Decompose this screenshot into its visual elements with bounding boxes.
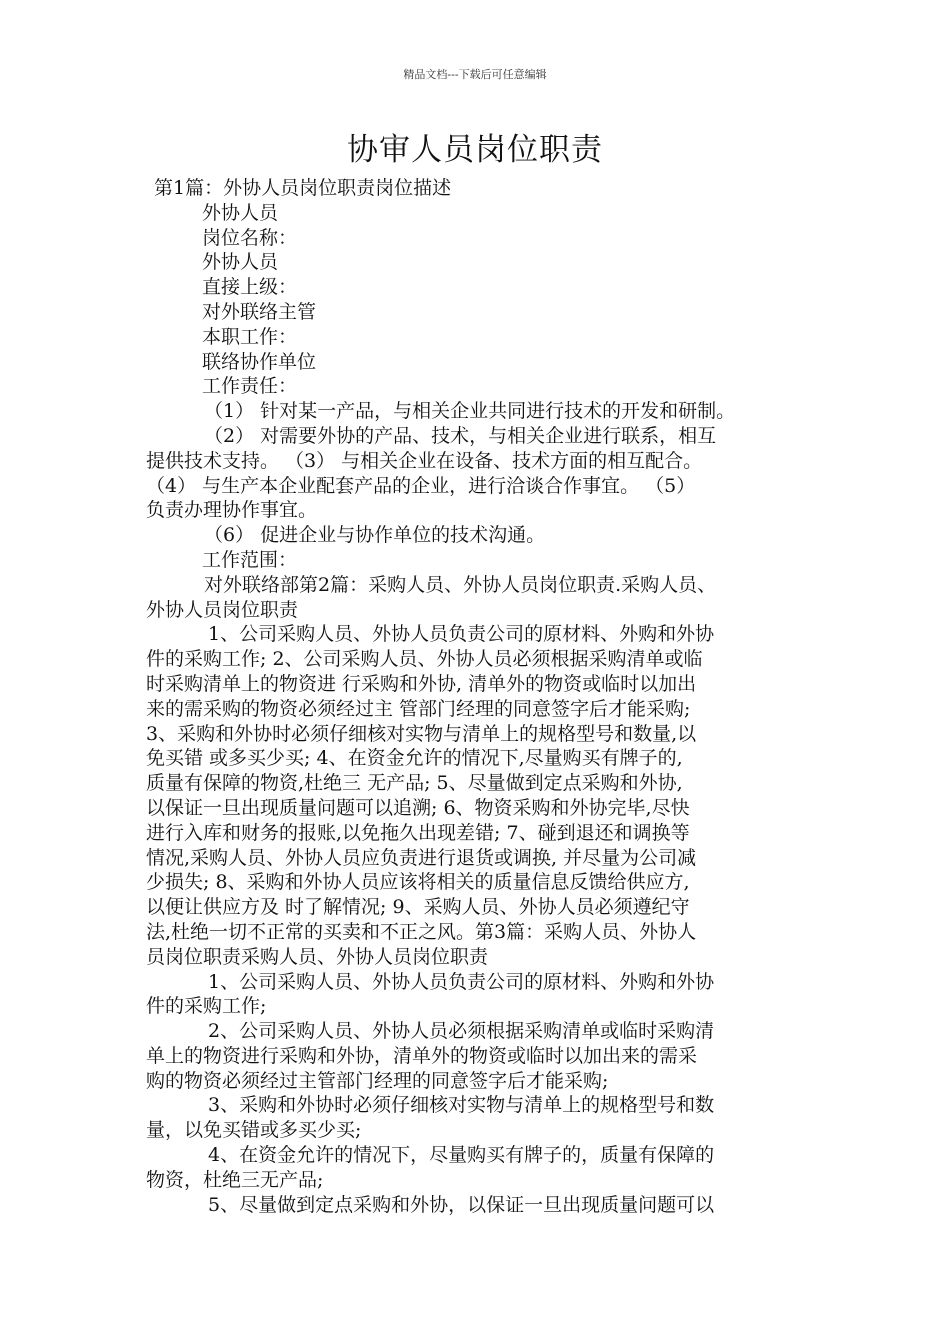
text-line: 5、尽量做到定点采购和外协，以保证一旦出现质量问题可以: [208, 1193, 715, 1216]
text-line: 购的物资必须经过主管部门经理的同意签字后才能采购;: [146, 1069, 609, 1092]
text-line: 3、采购和外协时必须仔细核对实物与清单上的规格型号和数: [208, 1094, 715, 1117]
text-line: （6） 促进企业与协作单位的技术沟通。: [204, 524, 546, 547]
section-heading: 对外联络部第2篇：采购人员、外协人员岗位职责.采购人员、: [204, 573, 717, 596]
document-body: [146, 176, 810, 1217]
section-heading: 员岗位职责采购人员、外协人员岗位职责: [146, 945, 489, 968]
text-line: 质量有保障的物资,杜绝三 无产品; 5、尽量做到定点采购和外协,: [146, 772, 683, 795]
text-line: 量，以免买错或多买少买;: [146, 1119, 362, 1142]
text-line: 工作责任：: [202, 375, 298, 398]
text-line: （1） 针对某一产品，与相关企业共同进行技术的开发和研制。: [204, 400, 736, 423]
text-line: 1、公司采购人员、外协人员负责公司的原材料、外购和外协: [208, 970, 715, 993]
text-line: 2、公司采购人员、外协人员必须根据采购清单或临时采购清: [208, 1020, 715, 1043]
text-line: 情况,采购人员、外协人员应负责进行退货或调换, 并尽量为公司减: [146, 846, 697, 869]
text-line: 4、在资金允许的情况下，尽量购买有牌子的，质量有保障的: [208, 1144, 715, 1167]
text-line: 法,杜绝一切不正常的买卖和不正之风。第3篇：采购人员、外协人: [146, 920, 697, 943]
text-line: 联络协作单位: [202, 350, 317, 373]
text-line: 单上的物资进行采购和外协，清单外的物资或临时以加出来的需采: [146, 1044, 698, 1067]
text-line: 外协人员: [202, 251, 279, 274]
text-line: （2） 对需要外协的产品、技术，与相关企业进行联系，相互: [204, 424, 717, 447]
text-line: 件的采购工作;: [146, 995, 267, 1018]
text-line: 本职工作：: [202, 325, 298, 348]
text-line: 1、公司采购人员、外协人员负责公司的原材料、外购和外协: [208, 623, 715, 646]
text-line: 少损失; 8、采购和外协人员应该将相关的质量信息反馈给供应方,: [146, 871, 690, 894]
text-line: 时采购清单上的物资进 行采购和外协, 清单外的物资或临时以加出: [146, 672, 697, 695]
text-line: 物资，杜绝三无产品;: [146, 1168, 324, 1191]
text-line: 对外联络主管: [202, 300, 317, 323]
text-line: 免买错 或多买少买; 4、在资金允许的情况下,尽量购买有牌子的,: [146, 747, 683, 770]
text-line: 外协人员: [202, 201, 279, 224]
text-line: 来的需采购的物资必须经过主 管部门经理的同意签字后才能采购;: [146, 697, 691, 720]
text-line: 工作范围：: [202, 548, 298, 571]
text-line: 件的采购工作; 2、公司采购人员、外协人员必须根据采购清单或临: [146, 648, 703, 671]
text-line: 岗位名称：: [202, 226, 298, 249]
text-line: 外协人员岗位职责: [146, 598, 299, 621]
text-line: 3、采购和外协时必须仔细核对实物与清单上的规格型号和数量,以: [146, 722, 697, 745]
text-line: 以保证一旦出现质量问题可以追溯; 6、物资采购和外协完毕,尽快: [146, 796, 690, 819]
text-line: 以便让供应方及 时了解情况; 9、采购人员、外协人员必须遵纪守: [146, 896, 690, 919]
section-heading: 第1篇：外协人员岗位职责岗位描述: [154, 177, 452, 199]
text-line: （4） 与生产本企业配套产品的企业，进行洽谈合作事宜。 （5）: [146, 474, 696, 497]
text-line: 提供技术支持。 （3） 与相关企业在设备、技术方面的相互配合。: [146, 449, 703, 472]
document-title: 协审人员岗位职责: [347, 132, 603, 168]
header-note: 精品文档---下载后可任意编辑: [403, 68, 547, 81]
text-line: 进行入库和财务的报账,以免拖久出现差错; 7、碰到退还和调换等: [146, 821, 690, 844]
text-line: 直接上级：: [202, 276, 298, 299]
text-line: 负责办理协作事宜。: [146, 499, 318, 522]
